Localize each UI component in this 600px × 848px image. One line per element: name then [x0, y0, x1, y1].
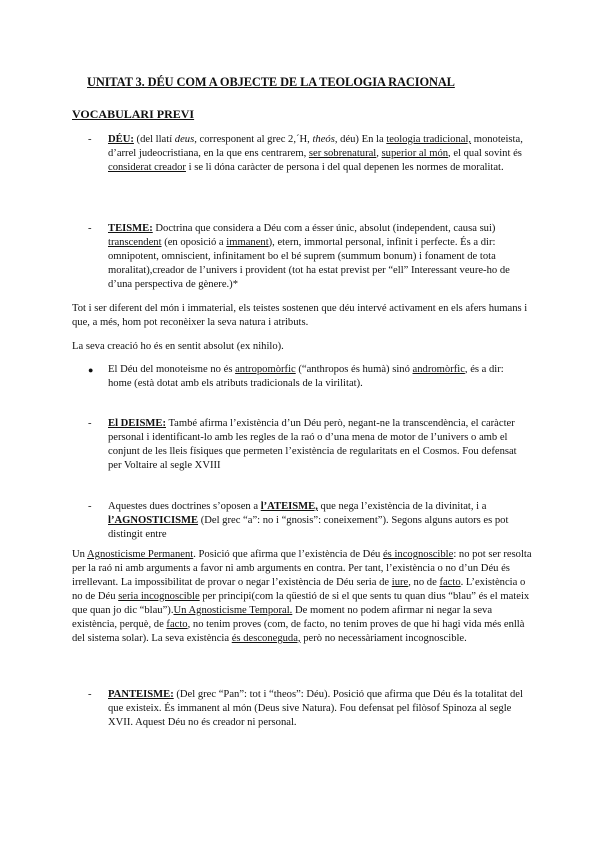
text-span: i se li dóna caràcter de persona i del qual depenen les normes de moralitat.	[185, 162, 504, 173]
monoteisme-text	[108, 363, 528, 391]
text-span: . Posició que afirma que l’existència de Déu	[193, 549, 383, 560]
text-span: ), etern, immortal personal, infinit i perfecte. És a dir: omnipotent, omniscient, infinitament bo el bé suprem (summum bonum) i fonament de tota moralitat),creador de l’univers i provident (tot ha estat previst per “ell” Interessant veure-ho de d’una perspectiva de gènere.)*	[108, 237, 510, 290]
text-span: (“anthropos és humà) sinó	[295, 364, 413, 375]
text-span: El Déu del monoteisme no és	[108, 364, 236, 375]
term-deisme: El DEISME:	[108, 418, 166, 429]
section-heading: VOCABULARI PREVI	[72, 107, 195, 121]
definition-deisme-text	[108, 417, 528, 473]
term-ateisme: l’ATEISME,	[260, 501, 318, 512]
term-panteisme: PANTEISME:	[108, 689, 174, 700]
text-span: , corresponent al grec 2,´H,	[194, 134, 313, 145]
dash-bullet: -	[88, 689, 92, 700]
text-span: De moment no podem afirmar ni negar la seva existència, perquè, de	[72, 605, 493, 630]
underlined-span: és desconeguda,	[231, 633, 301, 644]
underlined-span: superior al món	[381, 148, 449, 159]
underlined-span: transcendent	[108, 237, 162, 248]
dash-bullet: -	[88, 134, 92, 145]
dash-bullet: -	[88, 501, 92, 512]
paragraph-agnosticisme	[72, 548, 532, 646]
underlined-span: antropomòrfic	[235, 364, 296, 375]
text-span: , el qual sovint és	[448, 148, 522, 159]
text-span: ,	[376, 148, 382, 159]
text-span: theós	[312, 134, 335, 145]
text-span: Doctrina que considera a Déu com a ésser únic, absolut (independent, causa sui)	[152, 223, 496, 234]
underlined-span: immanent	[226, 237, 269, 248]
underlined-span: Agnosticisme Permanent	[87, 549, 194, 560]
underlined-span: ser sobrenatural	[308, 148, 377, 159]
text-span: : no pot ser resolta per la raó ni amb arguments a favor ni amb arguments en contra. Per tant, l’existència o no d’un Déu és irrellevant. La impossibilitat de provar o negar l’existència de Déu seria de	[72, 549, 532, 588]
text-span: (del llatí	[133, 134, 175, 145]
text-span: Un	[72, 549, 88, 560]
text-span: , déu) En la	[334, 134, 387, 145]
definition-panteisme-text	[108, 688, 528, 730]
text-span: per principi(com la qüestió de si el que sents tu quan dius “blau” és el mateix que quan jo dic “blau”).	[72, 591, 530, 616]
dot-bullet: ●	[88, 365, 94, 375]
underlined-span: teologia tradicional,	[386, 134, 472, 145]
underlined-span: és incognoscible	[382, 549, 454, 560]
text-span: (Del grec “Pan”: tot i “theos”: Déu). Posició que afirma que Déu és la totalitat del que existeix. És immanent al món (Deus sive Natura). Fou defensat pel filòsof Spinoza al segle XVII. Aquest Déu no és creador ni personal.	[108, 689, 523, 728]
paragraph-teistes: Tot i ser diferent del món i immaterial, els teistes sostenen que déu intervé activament en els afers humans i que, a més, hom pot reconèixer la seva natura i atributs.	[72, 303, 528, 328]
underlined-span: considerat creador	[108, 162, 186, 173]
underlined-span: Un Agnosticisme Temporal.	[173, 605, 293, 616]
paragraph-ex-nihilo: La seva creació ho és en sentit absolut (ex nihilo).	[72, 341, 284, 352]
page-title: UNITAT 3. DÉU COM A OBJECTE DE LA TEOLOGIA RACIONAL	[87, 75, 455, 89]
underlined-span: andromòrfic	[412, 364, 465, 375]
underlined-span: seria incognoscible	[118, 591, 200, 602]
term-teisme: TEISME:	[108, 223, 153, 234]
term-deu: DÉU:	[108, 134, 134, 145]
underlined-span: facto	[166, 619, 188, 630]
text-span: , és a dir: home (està dotat amb els atributs tradicionals de la virilitat).	[108, 364, 504, 389]
ateisme-text	[108, 500, 528, 542]
text-span: , no de	[408, 577, 440, 588]
text-span: deus	[174, 134, 195, 145]
underlined-span: facto	[439, 577, 461, 588]
dash-bullet: -	[88, 418, 92, 429]
dash-bullet: -	[88, 223, 92, 234]
text-span: però no necessàriament incognoscible.	[300, 633, 467, 644]
text-span: , no tenim proves (com, de facto, no tenim proves de que hi hagi vida més enllà del sistema solar). La seva existència	[72, 619, 525, 644]
text-span: monoteista, d’arrel judeocristiana, en la que ens centrarem,	[108, 134, 523, 159]
text-span: . L’existència o no de Déu	[72, 577, 526, 602]
underlined-span: iure	[391, 577, 409, 588]
definition-deu-text	[108, 133, 528, 175]
definition-teisme-text	[108, 222, 528, 292]
text-span: que nega l’existència de la divinitat, i a	[317, 501, 487, 512]
text-span: També afirma l’existència d’un Déu però, negant-ne la transcendència, el caràcter personal i identificant-lo amb les regles de la raó o d’una mena de motor de l’univers o amb el conjunt de les lleis físiques que permeten l’existència de regularitats en el Cosmos. Fou defensat per Voltaire al segle XVIII	[108, 418, 517, 471]
text-span: (Del grec “a”: no i “gnosis”: coneixement”). Segons alguns autors es pot distingit entre	[108, 515, 509, 540]
text-span: Aquestes dues doctrines s’oposen a	[108, 501, 261, 512]
text-span: (en oposició a	[161, 237, 227, 248]
term-agnosticisme: l’AGNOSTICISME	[108, 515, 199, 526]
